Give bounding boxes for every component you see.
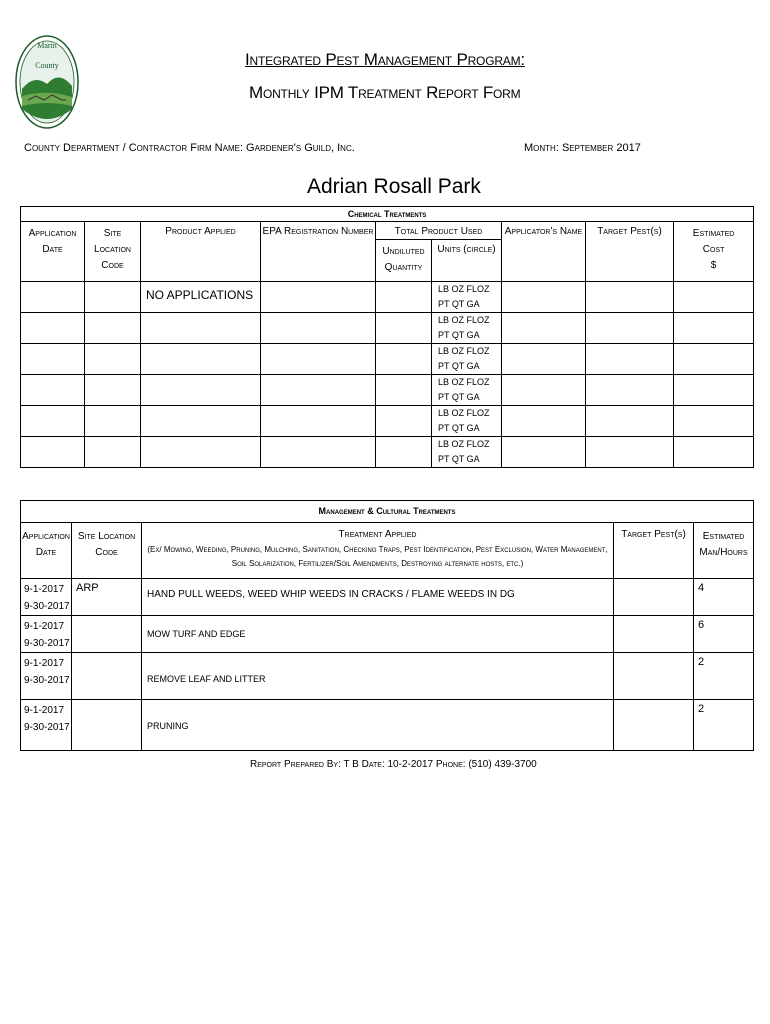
management-row <box>21 616 754 653</box>
month-field: Month: September 2017 <box>524 142 641 154</box>
chemical-row <box>21 406 754 437</box>
units-cell: LB OZ FLOZ PT QT GA <box>432 437 502 468</box>
svg-text:County: County <box>35 61 59 70</box>
department-field: County Department / Contractor Firm Name: Gardener's Guild, Inc. <box>24 142 355 154</box>
product-applied-cell: NO APPLICATIONS <box>141 282 261 313</box>
treatment-cell: HAND PULL WEEDS, WEED WHIP WEEDS IN CRACKS / FLAME WEEDS IN DG <box>142 579 614 616</box>
col-applicator-name: Applicator's Name <box>502 222 586 282</box>
units-cell: LB OZ FLOZ PT QT GA <box>432 406 502 437</box>
application-date-cell: 9-1-2017 9-30-2017 <box>21 616 72 653</box>
application-date-cell: 9-1-2017 9-30-2017 <box>21 700 72 751</box>
management-section-title: Management & Cultural Treatments <box>21 501 754 523</box>
chemical-row <box>21 437 754 468</box>
target-pest-cell <box>614 700 694 751</box>
col-estimated-man-hours <box>694 523 754 579</box>
man-hours-cell: 6 <box>694 616 754 653</box>
cost-label-3: $ <box>710 260 717 271</box>
site-code-cell <box>72 653 142 700</box>
form-title-line2: Monthly IPM Treatment Report Form <box>249 83 521 102</box>
col-site-location-code: Site Location Code <box>72 523 142 579</box>
svg-text:Marin: Marin <box>37 41 57 50</box>
col-treatment-applied <box>142 523 614 579</box>
col-estimated-cost <box>674 222 754 282</box>
management-treatments-table <box>20 500 754 751</box>
man-hours-cell: 4 <box>694 579 754 616</box>
col-epa-number: EPA Registration Number <box>261 222 376 282</box>
treatment-cell: REMOVE LEAF AND LITTER <box>142 653 614 700</box>
col-units: Units (circle) <box>432 240 502 282</box>
chemical-section-title: Chemical Treatments <box>21 207 754 222</box>
units-cell: LB OZ FLOZ PT QT GA <box>432 375 502 406</box>
treatment-label: Treatment Applied <box>338 529 417 540</box>
target-pest-cell <box>614 653 694 700</box>
application-date-cell: 9-1-2017 9-30-2017 <box>21 653 72 700</box>
site-code-cell <box>72 700 142 751</box>
col-undiluted-quantity: Undiluted Quantity <box>376 240 432 282</box>
col-application-date: Application Date <box>21 523 72 579</box>
units-cell: LB OZ FLOZ PT QT GA <box>432 313 502 344</box>
chemical-row <box>21 375 754 406</box>
hours-label-2: Man/Hours <box>699 547 748 558</box>
col-target-pests: Target Pest(s) <box>614 523 694 579</box>
application-date-cell: 9-1-2017 9-30-2017 <box>21 579 72 616</box>
treatment-examples: (Ex/ Mowing, Weeding, Pruning, Mulching, Sanitation, Checking Traps, Pest Identification, Pest Exclusion, Water Management, Soil Solarization, Fertilizer/Soil Amendments, Destroying alternate hosts, etc.) <box>147 545 608 568</box>
col-site-location-code: Site Location Code <box>85 222 141 282</box>
chemical-row <box>21 282 754 313</box>
management-row <box>21 700 754 751</box>
treatment-cell: PRUNING <box>142 700 614 751</box>
target-pest-cell <box>614 616 694 653</box>
management-row <box>21 579 754 616</box>
site-code-cell <box>72 616 142 653</box>
units-cell: LB OZ FLOZ PT QT GA <box>432 282 502 313</box>
col-product-applied: Product Applied <box>141 222 261 282</box>
park-name: Adrian Rosall Park <box>307 175 481 198</box>
treatment-cell: MOW TURF AND EDGE <box>142 616 614 653</box>
col-total-product-used: Total Product Used <box>376 222 502 240</box>
management-row <box>21 653 754 700</box>
col-application-date: Application Date <box>21 222 85 282</box>
target-pest-cell <box>614 579 694 616</box>
units-cell: LB OZ FLOZ PT QT GA <box>432 344 502 375</box>
cost-label-2: Cost <box>702 244 725 255</box>
chemical-row <box>21 344 754 375</box>
cost-label-1: Estimated <box>692 228 735 239</box>
chemical-row <box>21 313 754 344</box>
marin-county-logo <box>14 34 80 130</box>
man-hours-cell: 2 <box>694 700 754 751</box>
form-title-line1: Integrated Pest Management Program: <box>245 50 525 69</box>
site-code-cell: ARP <box>72 579 142 616</box>
report-prepared-by: Report Prepared By: T B Date: 10-2-2017 Phone: (510) 439-3700 <box>250 759 537 770</box>
hours-label-1: Estimated <box>702 531 745 542</box>
col-target-pests: Target Pest(s) <box>586 222 674 282</box>
chemical-treatments-table <box>20 206 754 468</box>
man-hours-cell: 2 <box>694 653 754 700</box>
